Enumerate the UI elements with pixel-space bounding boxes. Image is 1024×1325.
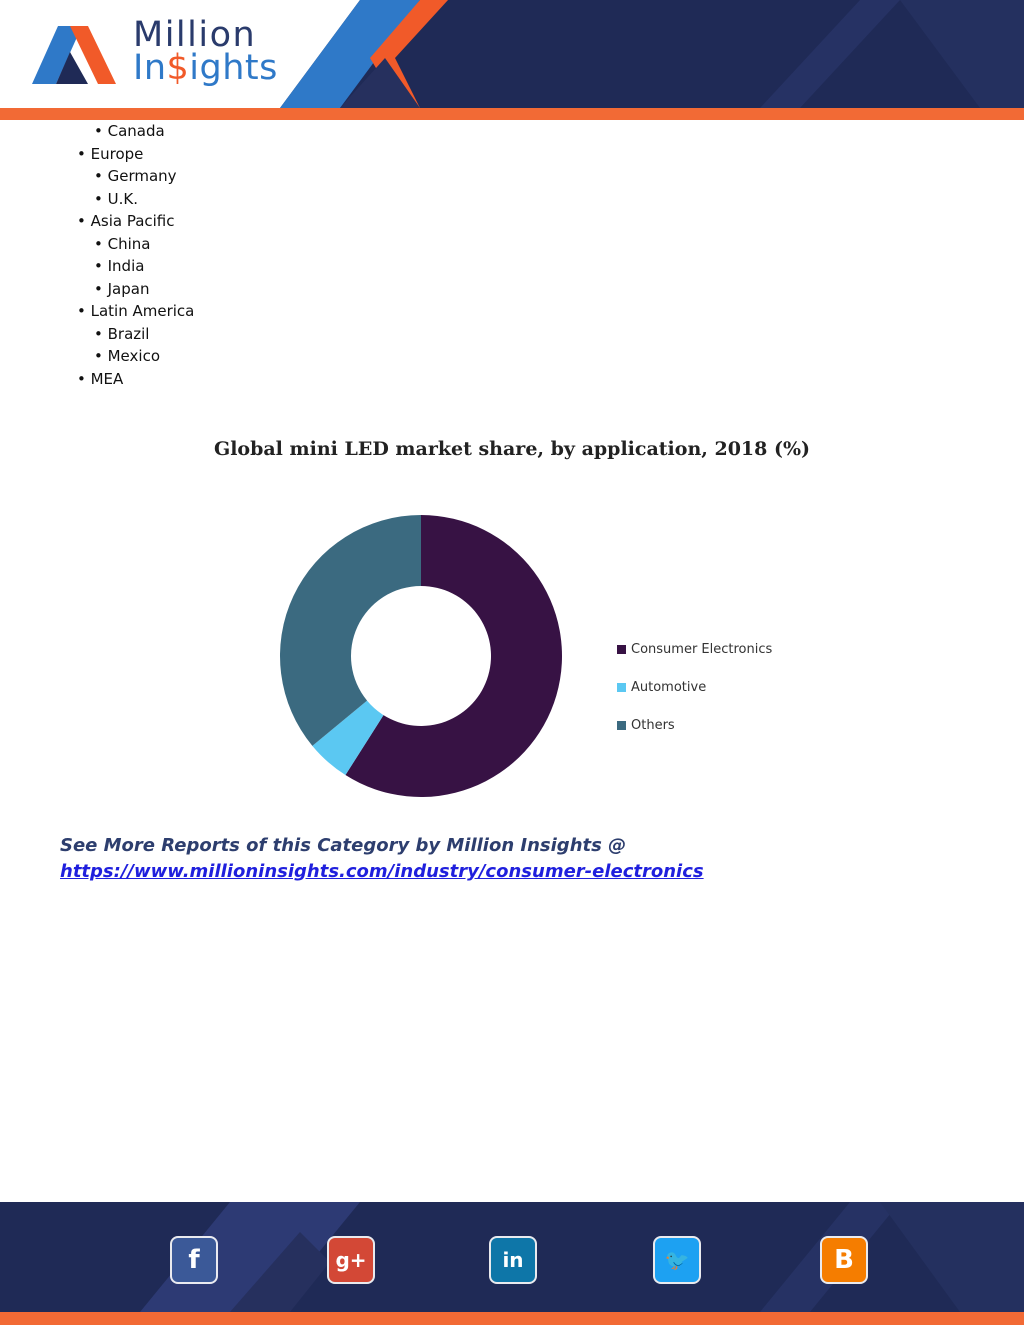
more-reports (60, 833, 704, 885)
brand-name-bottom-a: In (133, 48, 167, 88)
donut-slice-others (280, 515, 421, 746)
more-reports-text: See More Reports of this Category by Million Insights @ (60, 835, 627, 856)
region-item: • Mexico (94, 347, 160, 365)
region-item: • U.K. (94, 189, 138, 208)
legend-item (617, 706, 772, 744)
chart-title: Global mini LED market share, by application, 2018 (%) (213, 438, 811, 460)
legend-label: Automotive (631, 679, 707, 695)
brand-name-bottom (133, 48, 278, 88)
donut-chart (270, 505, 572, 807)
page-footer (0, 1202, 1024, 1325)
more-reports-link[interactable]: https://www.millioninsights.com/industry/consumer-electronics (60, 861, 704, 882)
facebook-icon[interactable]: f (172, 1238, 216, 1282)
region-item: • Latin America (77, 302, 195, 320)
legend-item (617, 668, 772, 706)
brand-name (133, 15, 278, 88)
region-item: • China (94, 234, 151, 253)
legend-swatch (617, 721, 626, 730)
brand-name-top: Million (133, 15, 257, 55)
legend-swatch (617, 645, 626, 654)
linkedin-icon[interactable]: in (491, 1238, 535, 1282)
legend-label: Consumer Electronics (631, 641, 773, 657)
twitter-icon[interactable]: 🐦 (655, 1238, 699, 1282)
brand-name-bottom-b: ights (189, 48, 278, 88)
page-header (0, 0, 1024, 122)
region-item: • Germany (94, 167, 177, 185)
region-item: • Asia Pacific (77, 212, 175, 230)
google-plus-icon[interactable]: g+ (329, 1238, 373, 1282)
region-item: • Europe (77, 144, 144, 163)
region-item: • Japan (94, 279, 150, 298)
chart-legend (617, 630, 772, 744)
blogger-icon[interactable]: B (822, 1238, 866, 1282)
legend-label: Others (631, 717, 675, 733)
region-item: • India (94, 257, 145, 275)
legend-item (617, 630, 772, 668)
brand-dollar: $ (166, 48, 190, 88)
legend-swatch (617, 683, 626, 692)
region-item: • Brazil (94, 324, 150, 343)
region-item: • MEA (77, 369, 124, 388)
brand-logo-icon (30, 22, 120, 92)
region-item: • Canada (94, 122, 165, 140)
